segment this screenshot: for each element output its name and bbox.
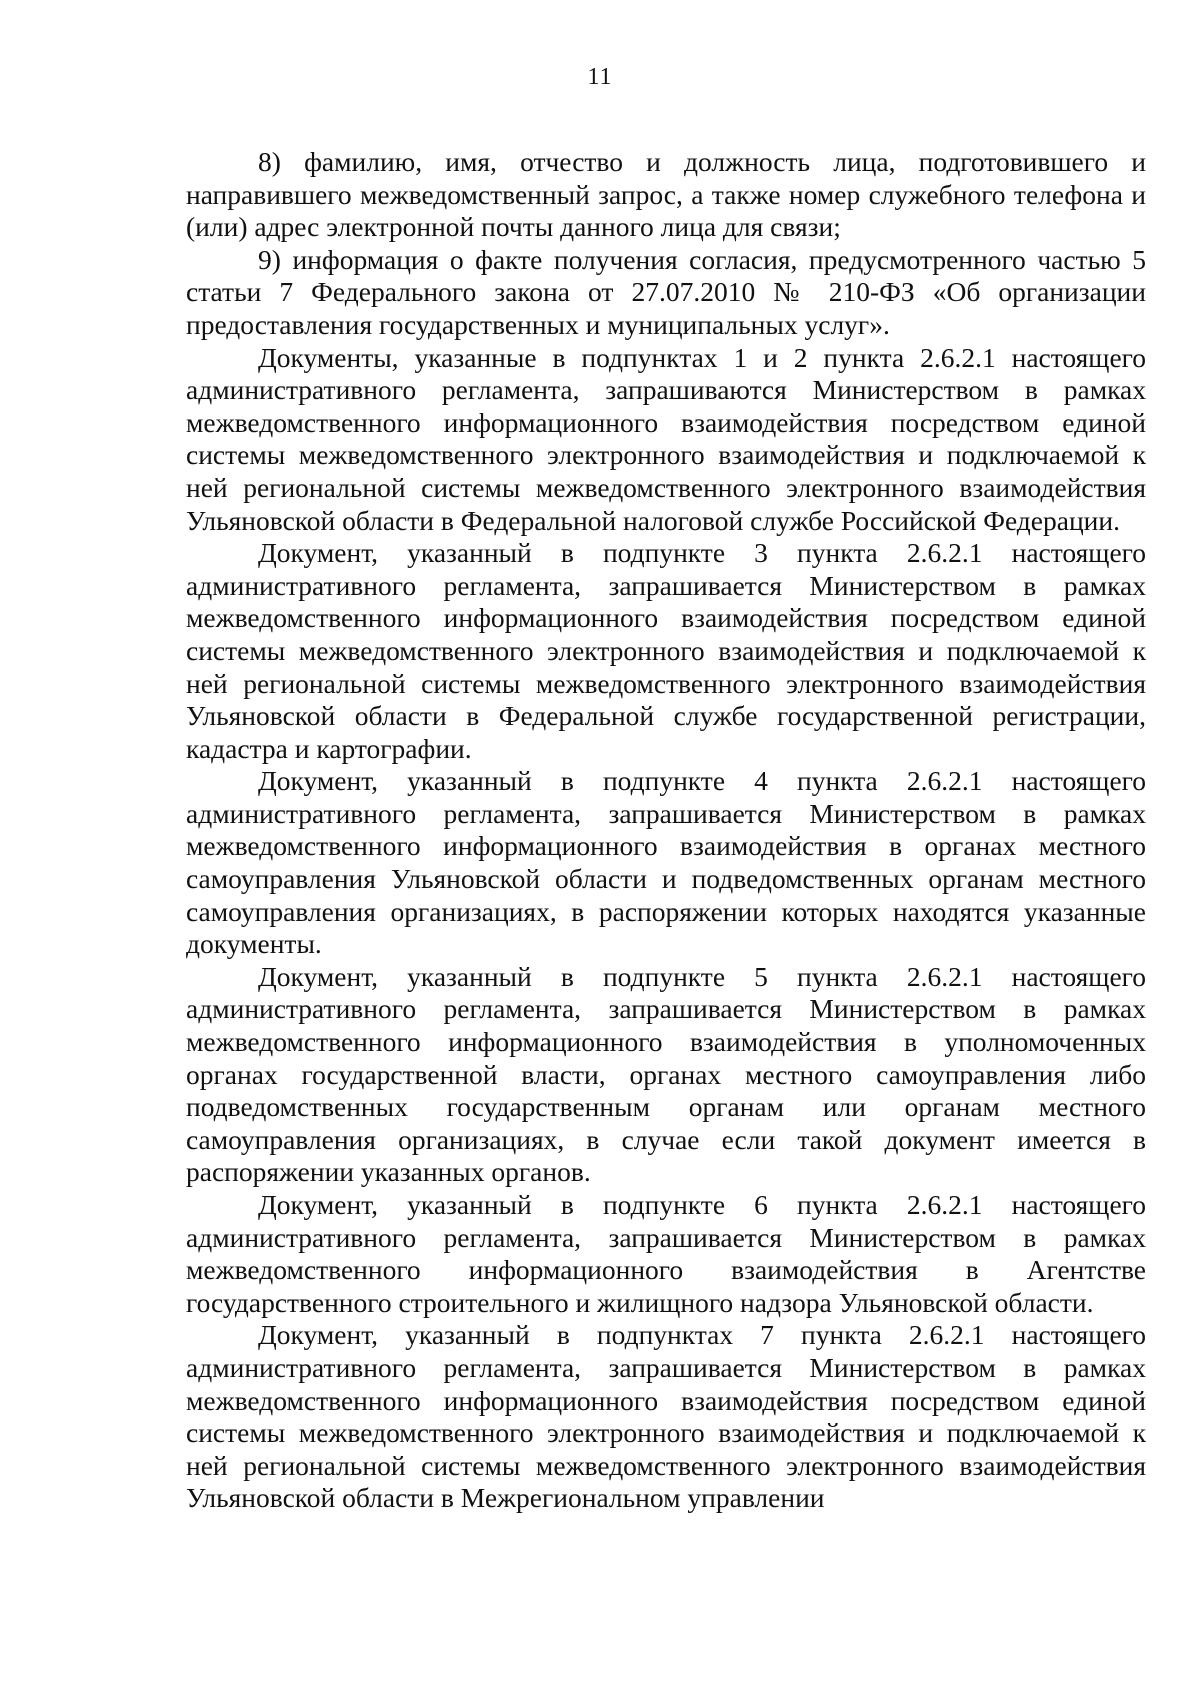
page-number: 11 <box>587 64 613 90</box>
paragraph-item-9: 9) информация о факте получения согласия, предусмотренного частью 5 статьи 7 Федерального закона от 27.07.2010 № 210-ФЗ «Об организации предоставления государственных и муниципальных услуг». <box>186 243 1146 340</box>
document-body <box>186 146 1146 1515</box>
paragraph-document-6: Документ, указанный в подпункте 6 пункта 2.6.2.1 настоящего административного регламента, запрашивается Министерством в рамках межведомственного информационного взаимодействия в Агентстве государственного строительного и жилищного надзора Ульяновской области. <box>186 1189 1146 1318</box>
paragraph-document-7: Документ, указанный в подпунктах 7 пункта 2.6.2.1 настоящего административного регламента, запрашивается Министерством в рамках межведомственного информационного взаимодействия посредством единой системы межведомственного электронного взаимодействия и подключаемой к ней региональной системы межведомственного электронного взаимодействия Ульяновской области в Межрегиональном управлении <box>186 1319 1146 1514</box>
paragraph-document-4: Документ, указанный в подпункте 4 пункта 2.6.2.1 настоящего административного регламента, запрашивается Министерством в рамках межведомственного информационного взаимодействия в органах местного самоуправления Ульяновской области и подведомственных органам местного самоуправления организациях, в распоряжении которых находятся указанные документы. <box>186 765 1146 960</box>
paragraph-item-8: 8) фамилию, имя, отчество и должность лица, подготовившего и направившего межведомственный запрос, а также номер служебного телефона и (или) адрес электронной почты данного лица для связи; <box>186 146 1146 243</box>
paragraph-document-5: Документ, указанный в подпункте 5 пункта 2.6.2.1 настоящего административного регламента, запрашивается Министерством в рамках межведомственного информационного взаимодействия в уполномоченных органах государственной власти, органах местного самоуправления либо подведомственных государственным органам или органам местного самоуправления организациях, в случае если такой документ имеется в распоряжении указанных органов. <box>186 960 1146 1188</box>
paragraph-document-3: Документ, указанный в подпункте 3 пункта 2.6.2.1 настоящего административного регламента, запрашивается Министерством в рамках межведомственного информационного взаимодействия посредством единой системы межведомственного электронного взаимодействия и подключаемой к ней региональной системы межведомственного электронного взаимодействия Ульяновской области в Федеральной службе государственной регистрации, кадастра и картографии. <box>186 537 1146 764</box>
paragraph-documents-1-2: Документы, указанные в подпунктах 1 и 2 пункта 2.6.2.1 настоящего административного регламента, запрашиваются Министерством в рамках межведомственного информационного взаимодействия посредством единой системы межведомственного электронного взаимодействия и подключаемой к ней региональной системы межведомственного электронного взаимодействия Ульяновской области в Федеральной налоговой службе Российской Федерации. <box>186 341 1146 536</box>
